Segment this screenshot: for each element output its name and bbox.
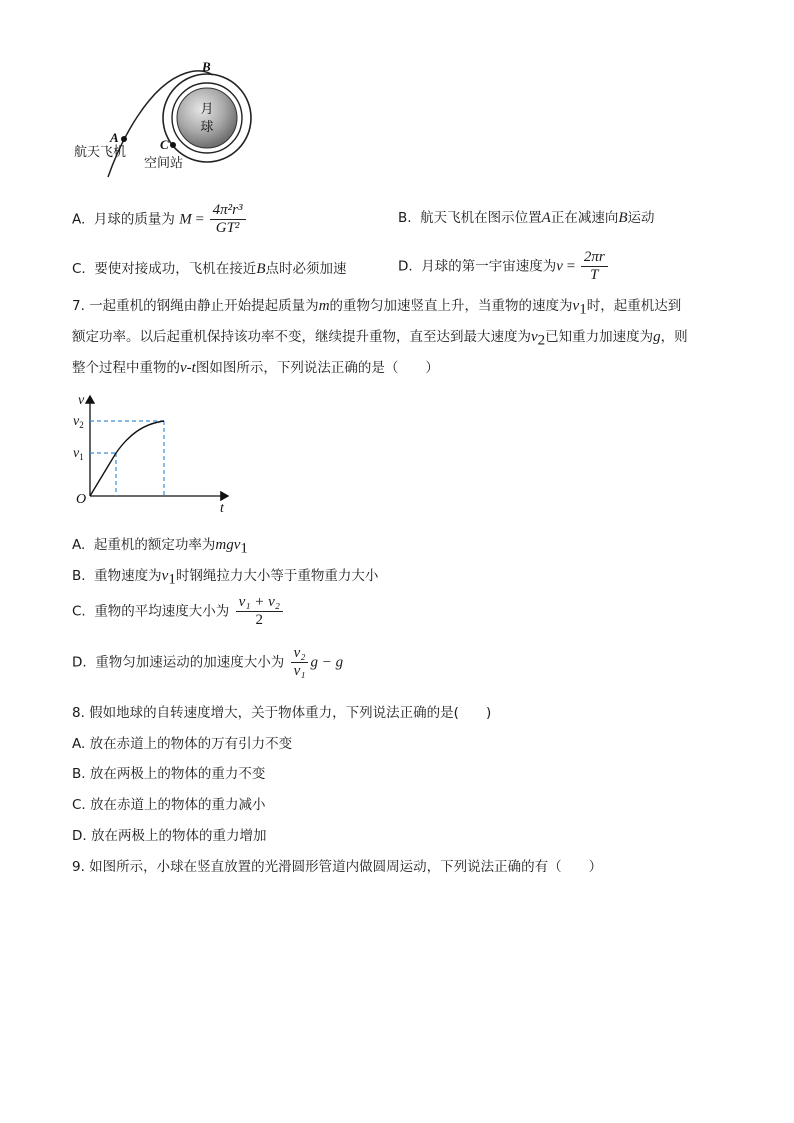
point-a <box>121 136 127 142</box>
q7-option-c[interactable]: C. 重物的平均速度大小为 $\frac{\text{v₁ + v₂}}{2}$ <box>72 594 285 629</box>
formula-first-cosmic-velocity: $\frac{2\pi r}{T}$ <box>581 249 608 284</box>
moon-label-1: 月 <box>200 102 214 117</box>
q6-option-a[interactable]: A. 月球的质量为 M = $\frac{\text{4π²r³}}{\text{GT²}}$ <box>72 202 248 237</box>
tick-label-v2: $v_2$ <box>73 414 84 430</box>
q9-stem: 9. 如图所示，小球在竖直放置的光滑圆形管道内做圆周运动，下列说法正确的有（ ） <box>72 859 603 875</box>
q7-option-b[interactable]: B. 重物速度为$v_1$时钢绳拉力大小等于重物重力大小 <box>72 568 379 588</box>
q7-option-d[interactable]: D. 重物匀加速运动的加速度大小为 $\frac{\text{v₂}}{\text{v₁}}$ g − g <box>72 645 344 679</box>
formula-moon-mass: $\frac{\text{4π²r³}}{\text{GT²}}$ <box>210 202 246 237</box>
moon-label-2: 球 <box>200 120 214 135</box>
q8-option-c[interactable]: C. 放在赤道上的物体的重力减小 <box>72 797 266 813</box>
label-b: B <box>202 59 211 74</box>
label-station: 空间站 <box>144 156 184 171</box>
label-shuttle: 航天飞机 <box>74 145 127 160</box>
q8-stem: 8. 假如地球的自转速度增大，关于物体重力，下列说法正确的是( ) <box>72 705 492 721</box>
axis-label-t: t <box>220 501 224 516</box>
q7-stem-line3: 整个过程中重物的v-t图如图所示，下列说法正确的是（ ） <box>72 360 439 376</box>
origin-label: O <box>76 492 87 507</box>
vt-graph <box>70 390 240 520</box>
label-c: C <box>160 137 169 152</box>
q6-option-b[interactable]: B. 航天飞机在图示位置A正在减速向B运动 <box>398 210 655 226</box>
formula-average-velocity: $\frac{\text{v₁ + v₂}}{2}$ <box>236 594 283 629</box>
tick-label-v1: $v_1$ <box>73 446 84 462</box>
q6-option-d[interactable]: D. 月球的第一宇宙速度为v = $\frac{2\pi r}{T}$ <box>398 249 610 284</box>
q7-option-a[interactable]: A. 起重机的额定功率为mgv$_1$ <box>72 537 248 557</box>
q8-option-d[interactable]: D. 放在两极上的物体的重力增加 <box>72 828 267 844</box>
q7-stem-line1: 7. 一起重机的钢绳由静止开始提起质量为m的重物匀加速竖直上升，当重物的速度为$v_1$时，起重机达到 <box>72 298 682 318</box>
label-a: A <box>110 130 119 145</box>
moon-orbit-figure <box>68 55 258 180</box>
axis-label-v: v <box>78 393 85 408</box>
vt-curve <box>90 421 164 496</box>
q8-option-a[interactable]: A. 放在赤道上的物体的万有引力不变 <box>72 736 293 752</box>
point-c <box>170 142 176 148</box>
formula-acceleration: $\frac{\text{v₂}}{\text{v₁}}$ <box>291 645 309 680</box>
q6-option-c[interactable]: C. 要使对接成功，飞机在接近B点时必须加速 <box>72 261 347 277</box>
q7-stem-line2: 额定功率。以后起重机保持该功率不变，继续提升重物，直至达到最大速度为$v_2$已知重力加速度为g，则 <box>72 329 688 349</box>
moon-body <box>177 88 237 148</box>
q8-option-b[interactable]: B. 放在两极上的物体的重力不变 <box>72 766 266 782</box>
